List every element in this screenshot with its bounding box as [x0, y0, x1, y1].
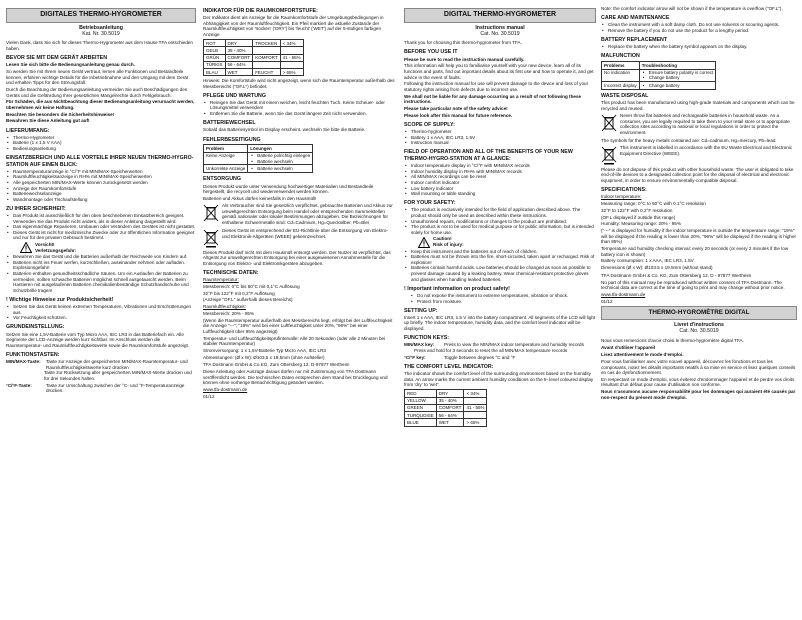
german-keys-heading: FUNKTIONSTASTEN: [6, 351, 60, 358]
table-cell: Unkorrekte Anzeige [204, 165, 248, 172]
english-safety-heading: FOR YOUR SAFETY: [404, 200, 456, 207]
list-item: • Indoor comfort indicator [404, 180, 596, 186]
german-weee-text: Dieses Gerät ist entsprechend der EU-Richtlinie über die Entsorgung von Elektro- und Elektronik-Altgeräten (WEEE) gekennzeichnet. [222, 228, 388, 239]
english-comfort-text: The indicator shows the comfort level of the surrounding environment based on the humidity data. An arrow marks the current ambient humidity conditions on the 5- level coloured display from 'dry' to 'wet': [404, 371, 594, 388]
table-cell: > 65% [280, 69, 303, 76]
key-text: Taste zur Umschaltung zwischen der °C- und °F-Temperaturanzeige drücken. [46, 382, 185, 394]
table-cell: BLUE [405, 419, 437, 426]
english-banner: DIGITAL THERMO-HYGROMETER [404, 8, 596, 23]
table-header: Problems [602, 62, 640, 69]
list-item: • Remove the battery if you do not use the product for a lengthy period. [601, 28, 797, 34]
table-cell: TÜRKIS [204, 61, 226, 68]
english-weee-bin [601, 145, 797, 165]
spec-line: Measuring range: 0°C to 50°C with 0.1°C resolution [601, 201, 706, 207]
list-item: • The product is not to be used for medical purpose or for public information, but is intended solely for home use. [404, 224, 596, 235]
list-item: • Setzen Sie das Gerät keinen extremen Temperaturen, Vibrationen und Erschütterungen aus. [6, 304, 196, 315]
english-caution-sub: Risk of injury: [433, 242, 464, 248]
german-disposal-text-3: Dieses Produkt darf nicht mit dem Hausmüll entsorgt werden. Der Nutzer ist verpflichtet, das Altgerät zur umweltgerechten Entsorgung bei einer ausgewiesenen Annahmestelle für die Entsorgung von Elektro- und Elektronikgeräten abzugeben. [203, 249, 391, 266]
english-keep-manual: Please look after this manual for future reference. [404, 112, 513, 118]
english-waste-heading: WASTE DISPOSAL [601, 93, 649, 100]
list-item: • Replace the battery when the battery symbol appears on the display. [601, 44, 797, 50]
german-battery-bin [203, 203, 395, 227]
table-cell: 35 - 40% [436, 397, 464, 404]
table-cell: DRY [436, 390, 464, 397]
list-item: • Battery 1 x AAA, IEC LR3, 1.5V [404, 135, 596, 141]
table-row [204, 40, 304, 47]
list-item: • Batterie wechseln [250, 159, 310, 164]
german-safety-note: Beachten Sie besonders die Sicherheitshinweise! [6, 111, 115, 117]
spec-line: Battery consumption: 1 x AAA, IEC LR3, 1.5V [601, 258, 694, 264]
list-item: • Clean the instrument with a soft damp cloth. Do not use solvents or scouring agents. [601, 22, 797, 28]
german-before-text-2: Durch die Beachtung der Bedienungsanleitung vermeiden Sie auch Beschädigungen des Geräts und die Gefährdung Ihrer gesetzlichen Mängelrechte durch Fehlgebrauch. [6, 86, 188, 98]
list-item: • Raumluftfeuchtigkeitsanzeige in RH% mit MIN/MAX-Speicherwerten [6, 174, 196, 180]
list-item: • Low battery indicator [404, 186, 596, 192]
table-cell: GRÜN [204, 54, 226, 61]
list-item: • Thermo-Hygrometer [6, 135, 196, 141]
table-cell: TURQUOISE [405, 412, 437, 419]
german-manual-label: Betriebsanleitung [79, 24, 123, 31]
english-weee-text: This instrument is labelled in accordance with the EU Waste Electrical and Electronic Equipment Directive (WEEE). [620, 145, 793, 156]
list-item: • Bedienungsanleitung [6, 146, 196, 152]
french-liability: Nous n'assumons aucune responsabilité pour les dommages qui auraient été causés par non-respect du présent mode d'emploi. [601, 389, 796, 400]
table-row [204, 61, 304, 68]
key-text: Toggle between degrees °C and °F [444, 354, 516, 360]
solution-list [250, 153, 310, 164]
spec-line: Abmessungen: (Ø x W): Ø103,5 x 19,5mm (ohne Aufsteller) [203, 354, 325, 360]
table-row [204, 165, 313, 172]
table-cell [464, 397, 487, 404]
english-important-heading: ! Important information on product safety! [404, 285, 510, 292]
table-cell [253, 61, 280, 68]
english-column-2 [601, 6, 797, 402]
german-delivery-list [6, 135, 196, 152]
crossed-bin-battery-icon [203, 203, 219, 223]
list-item: • Alle gespeicherten MIN/MAX-Werte können zurückgesetzt werden [6, 180, 196, 186]
german-before-bold: Lesen Sie sich bitte die Bedienungsanleitung genau durch. [6, 62, 135, 68]
english-battery-list [601, 44, 797, 50]
english-key-reset: Press and hold for 3 seconds to reset the all MIN/MAX temperature records [414, 348, 568, 354]
german-weee-bin [203, 228, 395, 248]
spec-line: (Anzeige "OF.L" außerhalb dieses Bereichs) [203, 297, 293, 303]
english-comfort-heading: THE COMFORT LEVEL INDICATOR: [404, 363, 494, 370]
table-cell [248, 152, 313, 165]
german-disposal-text: Dieses Produkt wurde unter Verwendung hochwertiger Materialien und Bestandteile hergestellt, die recycelt und wiederverwendet werden können. [203, 183, 374, 195]
english-waste-text: This product has been manufactured using high-grade materials and components which can be recycled and reused. [601, 100, 795, 111]
english-care-list [601, 22, 797, 33]
table-cell: BLAU [204, 69, 226, 76]
german-fault-heading: FEHLERBESEITIGUNG [203, 136, 261, 143]
german-start-text: Setzen Sie eine 1,5V-Batterie vom Typ Micro AAA, IEC LR3 in das Batteriefach ein. Alle Segmente der LCD-Anzeige werden kurz sichtbar. Im Anschluss werden die Raumtemperatur- und Raumluftfeuchtigkeitswerte sowie die Raumkomfortstufe angezeigt. [6, 331, 190, 348]
german-key-reset: Taste zur Rücksetzung aller gespeicherten MIN/MAX-Werte drücken und für drei Sekunden halten. [44, 370, 192, 381]
german-date: 01/12 [203, 394, 215, 399]
list-item: • Raumtemperaturanzeige in °C/°F mit MIN/MAX-Speicherwerten [6, 169, 196, 175]
solution-list [250, 166, 310, 171]
list-item: • Das eigenmächtige Reparieren, Umbauen oder Verändern des Gerätes ist nicht gestattet. [6, 224, 196, 230]
english-setup-heading: SETTING UP: [404, 307, 438, 314]
table-row [602, 82, 716, 89]
table-cell [248, 165, 313, 172]
english-caution-title: Caution! [433, 236, 452, 242]
english-comfort-table [404, 389, 487, 426]
german-product-safety-heading: ! Wichtige Hinweise zur Produktsicherheit! [6, 296, 114, 303]
key-name: MIN/MAX key: [404, 342, 435, 348]
table-cell: > 65% [464, 419, 487, 426]
table-header: Problem [204, 145, 248, 152]
english-note: Note: the comfort indicator arrow will not be shown if the temperature is overflow ("OF.L"). [601, 6, 783, 11]
spec-line: Messbereich: 0°C bis 50°C mit 0,1°C Auflösung [203, 283, 300, 289]
crossed-bin-weee-icon [601, 145, 617, 165]
german-start-heading: GRUNDEINSTELLUNG: [6, 324, 65, 331]
german-comfort-note: Hinweis: Die Komfortstufe wird nicht angezeigt, wenn sich die Raumtemperatur außerhalb des Messbereichs ("OF.L") befindet. [203, 77, 395, 89]
table-cell [280, 61, 303, 68]
german-disposal-text-2: Batterien und Akkus dürfen keinesfalls in den Hausmüll! [203, 195, 317, 201]
german-banner: DIGITALES THERMO-HYGROMETER [6, 8, 196, 23]
list-item: • Bewahren Sie das Gerät und die Batterien außerhalb der Reichweite von Kindern auf. [6, 254, 196, 260]
german-caution [20, 242, 196, 253]
german-comfort-text: Der Indikator dient als Anzeige für die Raumkomfortstufe der Umgebungsbedingungen in Abhängigkeit von der Raumluftfeuchtigkeit. Ein Pfeil markiert die aktuelle Zustände der Raumluftfeuchtigkeit von 'trocken' ('DRY') bis 'feucht' ('WET') auf der 5-stufigen farbigen Anzeige [203, 15, 384, 38]
table-cell: 35 - 40% [225, 47, 253, 54]
table-cell [639, 69, 716, 82]
english-important-list [404, 293, 596, 304]
german-before-text: So werden Sie mit Ihrem neuen Gerät vertraut, lernen alle Funktionen und Bestandteile kennen, erfahren wichtige Details für die Inbetriebnahme und den Umgang mit dem Gerät und erhalten Tipps für den Störungsfall. [6, 68, 189, 86]
list-item: • Dieses Gerät ist nicht für medizinische Zwecke oder zur öffentlichen Information geeignet und nur für den privaten Gebrauch bestimmt. [6, 230, 196, 241]
table-row [204, 152, 313, 165]
table-row [405, 390, 487, 397]
table-cell [639, 82, 716, 89]
french-before-text-2: En respectant ce mode d'emploi, vous éviterez d'endommager l'appareil et de perdre vos droits résultant d'un défaut pour cause d'utilisation non conforme. [601, 376, 795, 388]
list-item: • Batterie (1 x 1,5 V AAA) [6, 140, 196, 146]
list-item: • Batterie wechseln [250, 166, 310, 171]
table-cell: 41 - 55% [280, 54, 303, 61]
english-date: 01/12 [601, 298, 613, 304]
english-company: TFA Dostmann GmbH & Co. KG, Zum Ottersberg 12, D - 97877 Wertheim [601, 272, 752, 278]
english-before-bold: Please be sure to read the instruction manual carefully. [404, 56, 525, 62]
spec-line: Temperatur- und Luftfeuchtigkeitsprüfintervalle: Alle 20 Sekunden (oder alle 2 Minuten bei stabiler Raumtemperatur) [203, 335, 386, 347]
english-scope-list [404, 129, 596, 146]
table-cell: KOMFORT [253, 54, 280, 61]
german-product-safety-list [6, 304, 196, 321]
key-name: °C/°F key: [404, 354, 426, 360]
german-areas-heading: EINSATZBEREICH UND ALLE VORTEILE IHRER NEUEN THERMO-HYGRO-STATION AUF EINEN BLICK: [6, 155, 194, 168]
table-cell [253, 47, 280, 54]
spec-line: Dimensions (Ø x W): Ø103.5 x 19.5mm (without stand) [601, 265, 713, 271]
list-item: • Change battery [642, 75, 714, 80]
key-text: Press to view the MIN/MAX indoor temperature and humidity records [444, 342, 584, 348]
solution-list [642, 70, 714, 81]
key-name: MIN/MAX-Taste: [6, 359, 41, 365]
english-safety-list-2 [404, 249, 596, 283]
table-row [405, 412, 487, 419]
table-row [204, 54, 304, 61]
spec-line: Temperature and humidity checking interval: every 20 seconds (or every 2 minutes if the low battery icon is shown) [601, 246, 789, 257]
table-header: Lösungen [248, 145, 313, 152]
german-intro: Vielen Dank, dass Sie sich für dieses Thermo-Hygrometer aus dem Hause TFA entschieden haben. [6, 40, 193, 51]
german-battery-bin-text: Als Verbraucher sind Sie gesetzlich verpflichtet, gebrauchte Batterien und Akkus zur umweltgerechten Entsorgung beim Handel oder entsprechenden Sammelstellen gemäß nationaler oder lokaler Bestimmungen abzugeben. Die Bezeichnungen für enthaltene Schwermetalle sind: Cd=Cadmium, Hg=Quecksilber, Pb=Blei [222, 202, 393, 225]
german-spec-heading: TECHNISCHE DATEN: [203, 269, 259, 276]
german-copyright: Diese Anleitung oder Auszüge daraus dürfen nur mit Zustimmung von TFA Dostmann veröffentlicht werden. Die technischen Daten entsprechen dem Stand bei Drucklegung und können ohne vorherige Benachrichtigung geändert werden. [203, 369, 388, 386]
list-item: • Wandmontage oder Tischaufstellung [6, 197, 196, 203]
english-key-cf [404, 355, 596, 361]
list-item: • Batterien enthalten gesundheitsschädliche Säuren. Um ein Auslaufen der Batterien zu vermeiden, sollten schwache Batterien möglichst schnell ausgetauscht werden. Beim Hantieren mit ausgelaufenen Batterien chemikalienbeständige Schutzhandschuhe und Schutzbrille tragen! [6, 271, 196, 293]
table-row [602, 69, 716, 82]
spec-line: Indoor temperature: [601, 194, 642, 200]
spec-line: (OF.L displayed if outside this range) [601, 214, 676, 220]
list-item: • Anzeige der Raumkomfortstufe [6, 186, 196, 192]
table-header: Troubleshooting [639, 62, 716, 69]
table-cell: GELB [204, 47, 226, 54]
german-cat-no: Kat. Nr. 30.5019 [82, 30, 120, 37]
english-scope-heading: SCOPE OF SUPPLY: [404, 121, 455, 128]
table-row [405, 397, 487, 404]
table-cell: 56 - 64% [436, 412, 464, 419]
english-field-heading: FIELD OF OPERATION AND ALL OF THE BENEFITS OF YOUR NEW THERMO-HYGRO-STATION AT A GLANCE: [404, 149, 573, 162]
german-company: TFA Dostmann GmbH & Co.KG, Zum Ottersberg 12, D-97877 Wertheim [203, 362, 350, 368]
table-row [405, 419, 487, 426]
table-cell: Incorrect display [602, 82, 640, 89]
list-item: • The product is exclusively intended for the field of application described above. The product should only be used as described within these instructions. [404, 207, 596, 218]
french-cat-no: Cat. No. 30.5019 [679, 328, 719, 335]
english-url[interactable]: www.tfa-dostmann.de [601, 292, 646, 298]
german-disposal-heading: ENTSORGUNG [203, 176, 241, 183]
table-cell: YELLOW [405, 397, 437, 404]
list-item: • Protect from moisture. [404, 299, 596, 305]
caution-triangle-icon [418, 237, 430, 248]
list-item: • Change battery [642, 83, 714, 88]
spec-line: (Wenn die Raumtemperatur außerhalb des Messbereichs liegt, erfolgt bei der Luftfeuchtigkeit die Anzeige "---"; "19%" wird bei einer Luftfeuchtigkeit unter 20%, "96%" bei einer Luftfeuchtigkeit über 95% angezeigt) [203, 317, 393, 334]
english-setup-text: Insert 1 x AAA, IEC LR3, 1.5 V into the battery compartment. All segments of the LCD will light up briefly. The indoor temperature, humidity data, and the comfort level indicator will be displayed. [404, 314, 596, 332]
spec-line: Stromversorgung: 1 x 1,5V-Batterie Typ Micro AAA, IEC LR3 [203, 348, 326, 354]
solution-list [642, 83, 714, 88]
table-cell: 41 - 55% [464, 404, 487, 411]
spec-line: Messbereich: 20% - 95% [203, 310, 255, 316]
english-safety-list [404, 207, 596, 235]
french-before-text: Pour vous familiariser avec votre nouvel appareil, découvrez les fonctions et tous les composants, notez les détails importants relatifs à sa mise en service et lisez quelques conseils en cas de dysfonctionnement. [601, 358, 796, 376]
table-cell: GREEN [405, 404, 437, 411]
table-cell: RED [405, 390, 437, 397]
list-item: • Wall mounting or table standing [404, 191, 596, 197]
table-cell: COMFORT [436, 404, 464, 411]
english-waste-metals: The symbols for the heavy metals contained are: Cd=cadmium, Hg=mercury, Pb=lead [601, 138, 776, 144]
english-spec-heading: SPECIFICATIONS: [601, 186, 647, 193]
spec-line: ("---" is displayed for humidity if the indoor temperature is outside the temperature range; "19%" will be displayed if the reading is lower than 20%, "96%" will be displayed if the reading is higher than 95%) [601, 228, 797, 245]
german-battery-heading: BATTERIEWECHSEL [203, 120, 256, 127]
crossed-bin-battery-icon [601, 113, 617, 133]
list-item: • Vor Feuchtigkeit schützen. [6, 315, 196, 321]
table-cell: ROT [204, 40, 226, 47]
english-waste-text-3: Please do not dispose of this product with other household waste. The user is obligated to take end-of-life devices to a designated collection point for the disposal of electrical and electronic equipment, in order to ensure environmentally-compatible disposal. [601, 166, 794, 183]
english-malf-heading: MALFUNCTION [601, 53, 640, 60]
table-cell: TROCKEN [253, 40, 280, 47]
german-url[interactable]: www.tfa-dostmann.de [203, 387, 248, 393]
english-care-heading: CARE AND MAINTENANCE [601, 15, 670, 22]
english-manual-label: Instructions manual [475, 24, 525, 31]
french-banner: THERMO-HYGROMÈTRE DIGITAL [601, 306, 797, 320]
spec-line: Humidity: Measuring range: 20% - 95% [601, 221, 681, 227]
list-item: • Batterie polrichtig einlegen [250, 153, 310, 158]
german-caution-title: Vorsicht! [35, 242, 55, 248]
german-areas-list [6, 169, 196, 203]
english-battery-heading: BATTERY REPLACEMENT [601, 37, 668, 44]
german-care-list [203, 100, 395, 117]
table-cell: COMFORT [225, 54, 253, 61]
german-battery-text: Sobald das Batteriesymbol im Display erscheint, wechseln Sie bitte die Batterie. [203, 127, 366, 133]
german-caution-sub: Verletzungsgefahr: [35, 247, 77, 253]
german-comfort-table [203, 39, 304, 76]
key-name: °C/°F-Taste: [6, 382, 32, 388]
table-row [204, 69, 304, 76]
german-safety-heading: ZU IHRER SICHERHEIT: [6, 205, 66, 212]
french-intro: Nous vous remercions d'avoir choisi le thermo-hygromètre digital TFA. [601, 337, 744, 343]
german-spec-list [203, 277, 395, 360]
table-cell: No indication [602, 69, 640, 82]
list-item: • Reinigen Sie das Gerät mit einem weichen, leicht feuchten Tuch. Keine Scheuer- oder Lösungsmittel verwenden! [203, 100, 395, 111]
table-row [405, 404, 487, 411]
german-keep-manual: Bewahren Sie diese Anleitung gut auf! [6, 118, 90, 124]
table-cell [464, 412, 487, 419]
list-item: • Unauthorised repairs, modifications or changes to the product are prohibited. [404, 219, 596, 225]
spec-line: 32°F bis 122°F mit 0,2°F Auflösung [203, 290, 275, 296]
english-copyright: No part of this manual may be reproduced without written consent of TFA Dostmann. The technical data are correct at the time of going to print and may change without prior notice. [601, 279, 785, 291]
list-item: • Das Produkt ist ausschließlich für den oben beschriebenen Einsatzbereich geeignet. Verwenden Sie das Produkt nicht anders, als in dieser Anleitung dargestellt wird. [6, 213, 196, 224]
crossed-bin-weee-icon [203, 228, 219, 248]
german-care-heading: PFLEGE UND WARTUNG [203, 92, 266, 99]
list-item: • All MIN/MAX recordings can be reset [404, 174, 596, 180]
english-before-text-2: Following the instruction manual for use will prevent damage to the device and loss of your statutory rights arising from defects due to incorrect use. [404, 81, 589, 92]
table-cell: FEUCHT [253, 69, 280, 76]
list-item: • Entfernen Sie die Batterie, wenn Sie das Gerät längere Zeit nicht verwenden. [203, 111, 395, 117]
german-column-1 [6, 6, 196, 394]
caution-triangle-icon [20, 242, 32, 253]
french-before-bold: Lisez attentivement le mode d'emploi. [601, 352, 684, 358]
list-item: • Instruction manual [404, 140, 596, 146]
list-item: • Indoor humidity display in RH% with MIN/MAX records [404, 169, 596, 175]
german-before-heading: BEVOR SIE MIT DEM GERÄT ARBEITEN [6, 54, 108, 61]
english-keys-heading: FUNCTION KEYS: [404, 335, 450, 342]
list-item: • Ensure battery polarity is correct [642, 70, 714, 75]
german-liability: Für Schäden, die aus Nichtbeachtung dieser Bedienungsanleitung verursacht werden, übernehmen wir keine Haftung. [6, 99, 195, 110]
spec-line: 32°F to 122°F with 0.2°F resolution [601, 207, 673, 213]
german-column-2 [203, 6, 395, 401]
german-delivery-heading: LIEFERUMFANG: [6, 127, 50, 134]
english-intro: Thank you for choosing this thermo-hygrometer from TFA. [404, 40, 522, 46]
table-cell: < 34% [464, 390, 487, 397]
english-malf-table [601, 61, 716, 89]
french-manual-label: Livret d'instructions [674, 322, 724, 329]
list-item: • Batteries must not be thrown into the fire, short-circuited, taken apart or recharged. Risk of explosion! [404, 254, 596, 265]
table-cell: 56 - 64% [225, 61, 253, 68]
list-item: • Indoor temperature display in °C/°F with MIN/MAX records [404, 163, 596, 169]
english-battery-bin-text: Never throw flat batteries and rechargeable batteries in household waste. As a consumer, you are legally required to take them to your retail store or to appropriate collection sites according to national or local regulations in order to protect the environment. [620, 113, 790, 135]
german-comfort-heading: INDIKATOR FÜR DIE RAUMKOMFORTSTUFE: [203, 8, 318, 14]
english-spec-list [601, 194, 797, 271]
english-before-heading: BEFORE YOU USE IT [404, 49, 458, 56]
table-cell: DRY [225, 40, 253, 47]
list-item: • Keep this instrument and the batteries out of reach of children. [404, 249, 596, 255]
english-caution [418, 236, 596, 247]
spec-line: Raumluftfeuchtigkeit: [203, 304, 246, 310]
german-fault-table [203, 144, 313, 172]
list-item: • Thermo-hygrometer [404, 129, 596, 135]
spec-line: Raumtemperatur: [203, 277, 239, 283]
english-liability: We shall not be liable for any damage occurring as a result of not following these instructions. [404, 93, 582, 105]
english-safety-note: Please take particular note of the safety advice! [404, 106, 508, 112]
german-key-cf [6, 383, 196, 394]
list-item: • Do not expose the instrument to extreme temperatures, vibration or shock. [404, 293, 596, 299]
table-cell: Keine Anzeige [204, 152, 248, 165]
german-key-minmax [6, 359, 196, 370]
list-item: • Batteriewechselanzeige [6, 191, 196, 197]
key-text: Taste zur Anzeige der gespeicherten MIN/MAX-Raumtemperatur- und Raumluftfeuchtigkeitswerte kurz drücken [46, 359, 188, 370]
english-cat-no: Cat. No. 30.5019 [480, 30, 520, 37]
german-safety-list-2 [6, 254, 196, 293]
table-cell: WET [436, 419, 464, 426]
table-cell [280, 47, 303, 54]
table-row [204, 47, 304, 54]
list-item: • Batteries contain harmful acids. Low batteries should be changed as soon as possible to prevent damage caused by a leaking battery. Wear chemical-resistant protective gloves and glasses when handling leaked batteries. [404, 265, 596, 282]
list-item: • Batterien nicht ins Feuer werfen, kurzschließen, auseinander nehmen oder aufladen. Explosionsgefahr! [6, 260, 196, 271]
table-cell: WET [225, 69, 253, 76]
english-field-list [404, 163, 596, 197]
table-cell: < 34% [280, 40, 303, 47]
english-battery-bin [601, 113, 797, 137]
english-column-1 [404, 6, 596, 428]
english-before-text: This information will help you to familiarise yourself with your new device, learn all of its functions and parts, find out important details about its first use and how to operate it, and get advice in the event of faults. [404, 63, 594, 80]
french-before-heading: Avant d'utiliser l'appareil [601, 345, 656, 351]
german-safety-list [6, 213, 196, 241]
